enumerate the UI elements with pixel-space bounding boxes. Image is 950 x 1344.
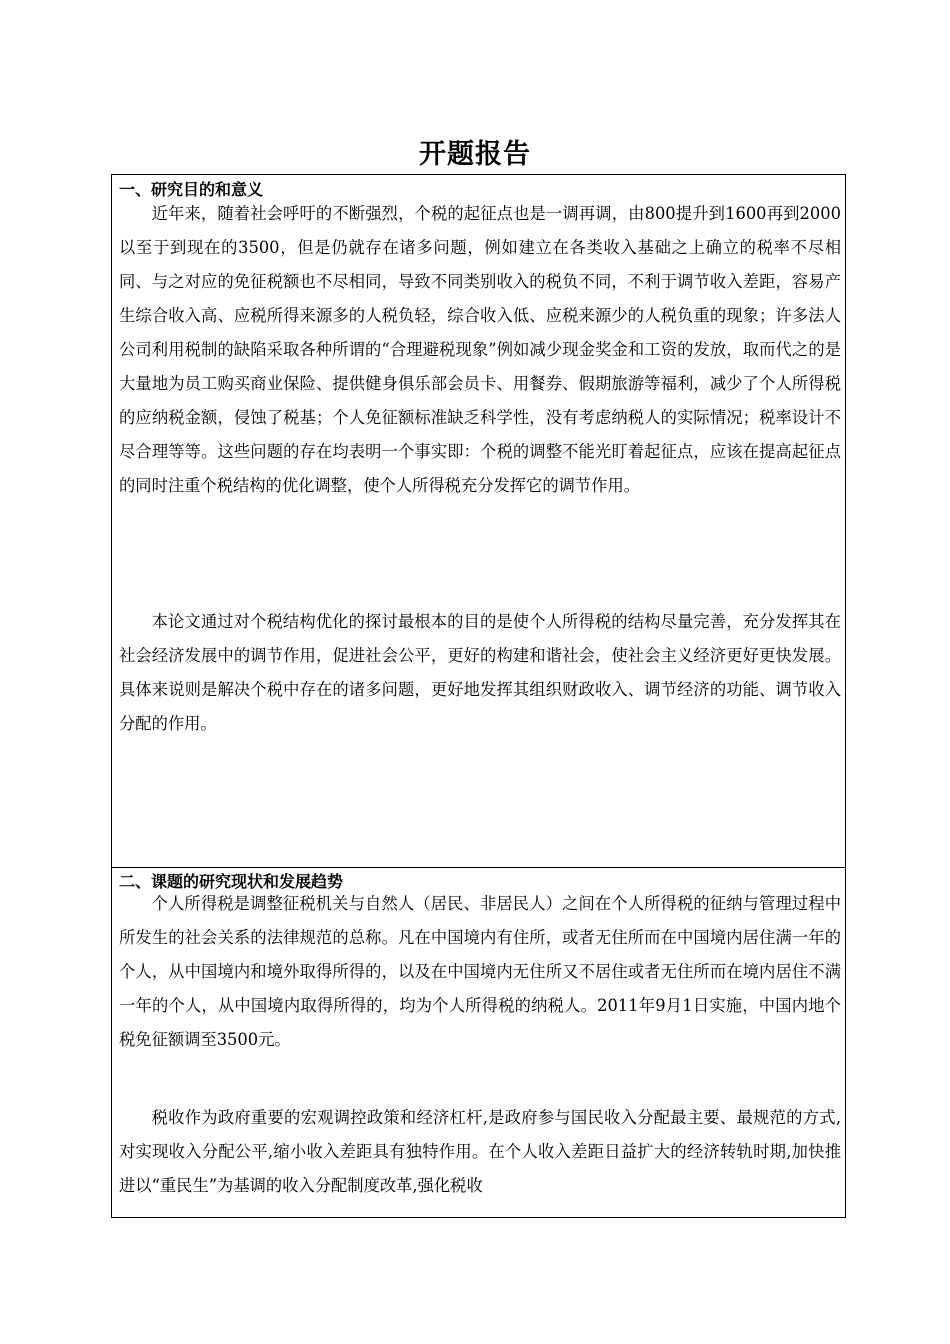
- section-purpose: [112, 175, 845, 868]
- section-status: [112, 867, 845, 1217]
- body-paragraph: 个人所得税是调整征税机关与自然人（居民、非居民人）之间在个人所得税的征纳与管理过程中所发生的社会关系的法律规范的总称。凡在中国境内有住所，或者无住所而在中国境内居住满一年的个人，从中国境内和境外取得所得的，以及在中国境内无住所又不居住或者无住所而在境内居住不满一年的个人，从中国境内取得所得的，均为个人所得税的纳税人。2011年9月1日实施，中国内地个税免征额调至3500元。: [119, 894, 841, 1049]
- page-title: 开题报告: [419, 139, 531, 170]
- section-heading: 二、课题的研究现状和发展趋势: [119, 872, 344, 891]
- body-paragraph: 近年来，随着社会呼吁的不断强烈，个税的起征点也是一调再调，由800提升到1600再到2000以至于到现在的3500，但是仍就存在诸多问题，例如建立在各类收入基础之上确立的税率不尽相同、与之对应的免征税额也不尽相同，导致不同类别收入的税负不同，不利于调节收入差距，容易产生综合收入高、应税所得来源多的人税负轻，综合收入低、应税来源少的人税负重的现象；许多法人公司利用税制的缺陷采取各种所谓的“合理避税现象”例如减少现金奖金和工资的发放，取而代之的是大量地为员工购买商业保险、提供健身俱乐部会员卡、用餐券、假期旅游等福利，减少了个人所得税的应纳税金额，侵蚀了税基；个人免征额标准缺乏科学性，没有考虑纳税人的实际情况；税率设计不尽合理等等。这些问题的存在均表明一个事实即：个税的调整不能光盯着起征点，应该在提高起征点的同时注重个税结构的优化调整，使个人所得税充分发挥它的调节作用。: [119, 204, 841, 495]
- report-table: [111, 174, 846, 1218]
- section-heading: 一、研究目的和意义: [119, 180, 264, 199]
- body-paragraph: 税收作为政府重要的宏观调控政策和经济杠杆,是政府参与国民收入分配最主要、最规范的方式,对实现收入分配公平,缩小收入差距具有独特作用。在个人收入差距日益扩大的经济转轨时期,加快推进以“重民生”为基调的收入分配制度改革,强化税收: [119, 1108, 841, 1195]
- body-paragraph: 本论文通过对个税结构优化的探讨最根本的目的是使个人所得税的结构尽量完善，充分发挥其在社会经济发展中的调节作用，促进社会公平，更好的构建和谐社会，使社会主义经济更好更快发展。具体来说则是解决个税中存在的诸多问题，更好地发挥其组织财政收入、调节经济的功能、调节收入分配的作用。: [119, 612, 841, 733]
